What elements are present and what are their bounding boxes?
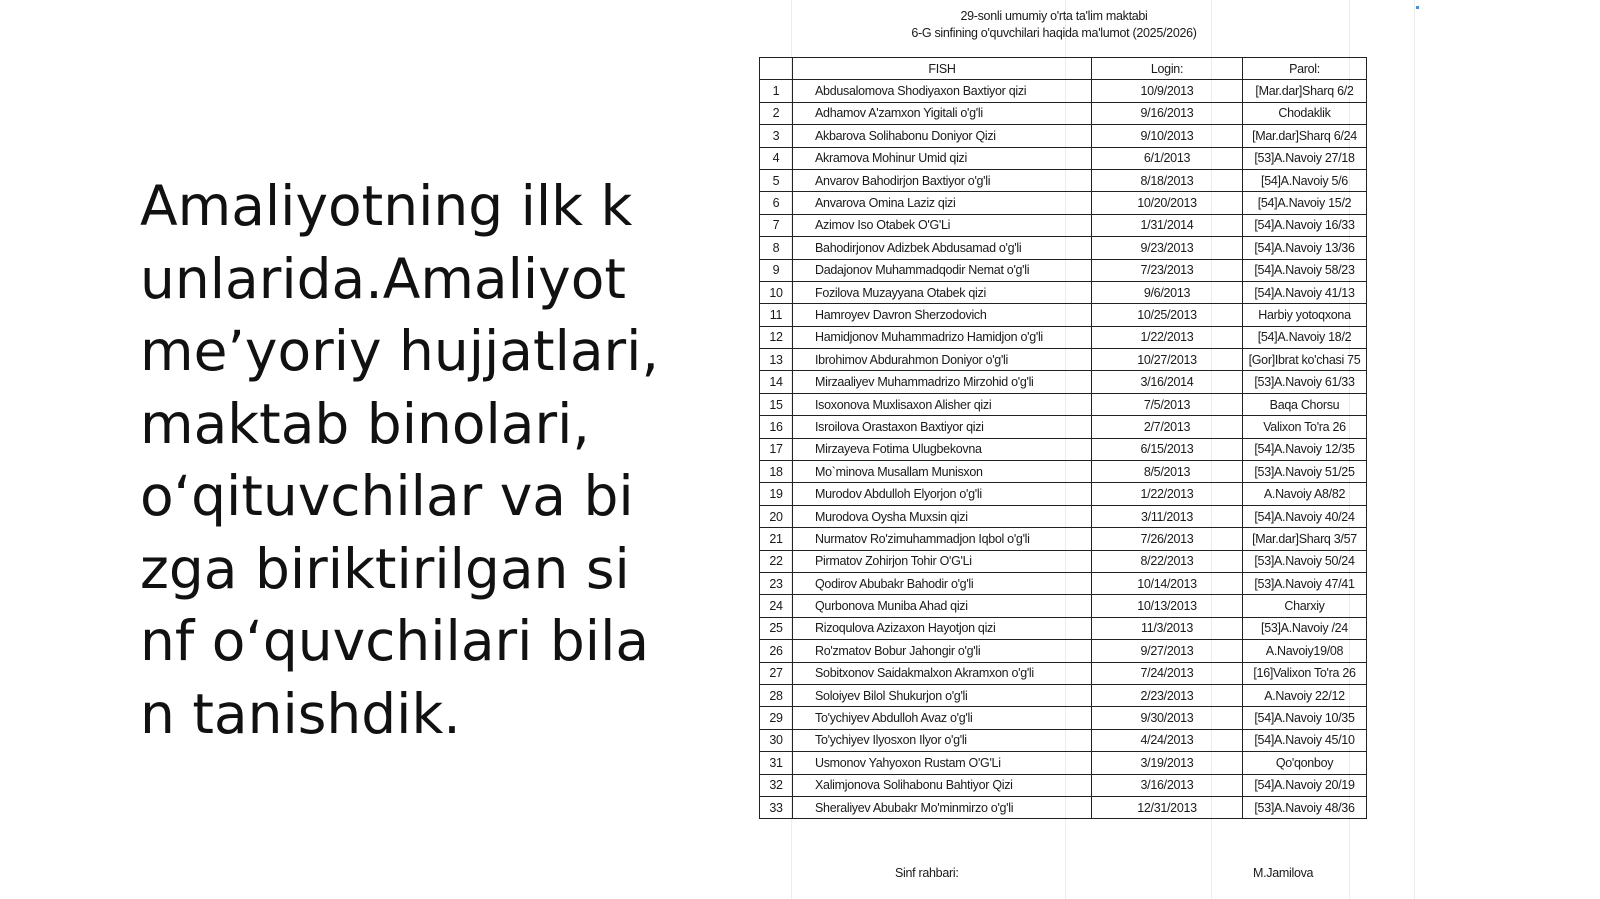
table-row (760, 617, 1367, 639)
header-password: Parol: (1243, 58, 1367, 80)
student-name: Sheraliyev Abubakr Mo'minmirzo o'g'li (793, 796, 1092, 818)
header-number (760, 58, 793, 80)
table-header-row (760, 58, 1367, 80)
row-number: 8 (760, 237, 793, 259)
student-name: Qurbonova Muniba Ahad qizi (793, 595, 1092, 617)
student-name: Ro'zmatov Bobur Jahongir o'g'li (793, 640, 1092, 662)
student-password: [54]A.Navoiy 12/35 (1243, 438, 1367, 460)
row-number: 15 (760, 393, 793, 415)
row-number: 31 (760, 752, 793, 774)
table-row (760, 662, 1367, 684)
class-roster-sheet (759, 0, 1419, 899)
row-number: 29 (760, 707, 793, 729)
row-number: 10 (760, 281, 793, 303)
table-row (760, 80, 1367, 102)
student-name: Isroilova Orastaxon Baxtiyor qizi (793, 416, 1092, 438)
row-number: 26 (760, 640, 793, 662)
student-login: 6/1/2013 (1092, 147, 1243, 169)
student-password: Baqa Chorsu (1243, 393, 1367, 415)
row-number: 18 (760, 461, 793, 483)
row-number: 23 (760, 572, 793, 594)
student-login: 8/22/2013 (1092, 550, 1243, 572)
row-number: 12 (760, 326, 793, 348)
student-login: 9/16/2013 (1092, 102, 1243, 124)
student-name: Mirzayeva Fotima Ulugbekovna (793, 438, 1092, 460)
student-name: Usmonov Yahyoxon Rustam O'G'Li (793, 752, 1092, 774)
student-login: 2/23/2013 (1092, 684, 1243, 706)
student-name: Mo`minova Musallam Munisxon (793, 461, 1092, 483)
row-number: 32 (760, 774, 793, 796)
student-name: Abdusalomova Shodiyaxon Baxtiyor qizi (793, 80, 1092, 102)
student-name: Murodov Abdulloh Elyorjon o'g'li (793, 483, 1092, 505)
student-login: 2/7/2013 (1092, 416, 1243, 438)
row-number: 7 (760, 214, 793, 236)
student-login: 9/10/2013 (1092, 125, 1243, 147)
student-login: 1/31/2014 (1092, 214, 1243, 236)
row-number: 3 (760, 125, 793, 147)
student-login: 1/22/2013 (1092, 326, 1243, 348)
student-login: 9/30/2013 (1092, 707, 1243, 729)
row-number: 6 (760, 192, 793, 214)
table-row (760, 192, 1367, 214)
student-password: [54]A.Navoiy 5/6 (1243, 169, 1367, 191)
student-password: [54]A.Navoiy 13/36 (1243, 237, 1367, 259)
student-login: 10/25/2013 (1092, 304, 1243, 326)
student-login: 7/24/2013 (1092, 662, 1243, 684)
student-name: Qodirov Abubakr Bahodir o'g'li (793, 572, 1092, 594)
student-name: Dadajonov Muhammadqodir Nemat o'g'li (793, 259, 1092, 281)
table-row (760, 147, 1367, 169)
table-row (760, 438, 1367, 460)
selection-marker (1416, 6, 1419, 9)
row-number: 16 (760, 416, 793, 438)
student-name: Nurmatov Ro'zimuhammadjon Iqbol o'g'li (793, 528, 1092, 550)
student-password: [Mar.dar]Sharq 6/2 (1243, 80, 1367, 102)
student-login: 8/18/2013 (1092, 169, 1243, 191)
student-login: 9/23/2013 (1092, 237, 1243, 259)
student-table-body (760, 80, 1367, 819)
student-password: [54]A.Navoiy 10/35 (1243, 707, 1367, 729)
student-name: Akramova Mohinur Umid qizi (793, 147, 1092, 169)
student-password: [16]Valixon To'ra 26 (1243, 662, 1367, 684)
student-login: 7/23/2013 (1092, 259, 1243, 281)
table-row (760, 326, 1367, 348)
table-row (760, 461, 1367, 483)
student-password: [54]A.Navoiy 20/19 (1243, 774, 1367, 796)
student-name: Isoxonova Muxlisaxon Alisher qizi (793, 393, 1092, 415)
student-login: 11/3/2013 (1092, 617, 1243, 639)
student-login: 3/16/2014 (1092, 371, 1243, 393)
table-row (760, 528, 1367, 550)
student-password: [53]A.Navoiy 50/24 (1243, 550, 1367, 572)
student-login: 6/15/2013 (1092, 438, 1243, 460)
table-row (760, 505, 1367, 527)
student-password: [Mar.dar]Sharq 6/24 (1243, 125, 1367, 147)
student-password: [54]A.Navoiy 45/10 (1243, 729, 1367, 751)
student-password: A.Navoiy19/08 (1243, 640, 1367, 662)
table-row (760, 550, 1367, 572)
student-name: Mirzaaliyev Muhammadrizo Mirzohid o'g'li (793, 371, 1092, 393)
student-login: 10/13/2013 (1092, 595, 1243, 617)
student-login: 3/11/2013 (1092, 505, 1243, 527)
student-login: 8/5/2013 (1092, 461, 1243, 483)
student-table (759, 57, 1367, 819)
table-row (760, 640, 1367, 662)
student-password: Valixon To'ra 26 (1243, 416, 1367, 438)
student-name: Akbarova Solihabonu Doniyor Qizi (793, 125, 1092, 147)
student-name: Anvarov Bahodirjon Baxtiyor o'g'li (793, 169, 1092, 191)
student-login: 1/22/2013 (1092, 483, 1243, 505)
student-name: Hamidjonov Muhammadrizo Hamidjon o'g'li (793, 326, 1092, 348)
row-number: 17 (760, 438, 793, 460)
row-number: 14 (760, 371, 793, 393)
student-password: [53]A.Navoiy 48/36 (1243, 796, 1367, 818)
table-row (760, 125, 1367, 147)
student-name: Ibrohimov Abdurahmon Doniyor o'g'li (793, 349, 1092, 371)
student-password: [54]A.Navoiy 15/2 (1243, 192, 1367, 214)
student-name: Hamroyev Davron Sherzodovich (793, 304, 1092, 326)
student-name: To'ychiyev Ilyosxon Ilyor o'g'li (793, 729, 1092, 751)
table-row (760, 214, 1367, 236)
student-password: [53]A.Navoiy 61/33 (1243, 371, 1367, 393)
student-name: Rizoqulova Azizaxon Hayotjon qizi (793, 617, 1092, 639)
row-number: 27 (760, 662, 793, 684)
student-password: Chodaklik (1243, 102, 1367, 124)
header-fish: FISH (793, 58, 1092, 80)
student-login: 3/16/2013 (1092, 774, 1243, 796)
student-login: 9/6/2013 (1092, 281, 1243, 303)
student-login: 10/14/2013 (1092, 572, 1243, 594)
student-name: Sobitxonov Saidakmalxon Akramxon o'g'li (793, 662, 1092, 684)
row-number: 24 (760, 595, 793, 617)
student-login: 10/27/2013 (1092, 349, 1243, 371)
student-name: Murodova Oysha Muxsin qizi (793, 505, 1092, 527)
table-row (760, 572, 1367, 594)
table-row (760, 796, 1367, 818)
student-password: [53]A.Navoiy 27/18 (1243, 147, 1367, 169)
student-name: Adhamov A'zamxon Yigitali o'g'li (793, 102, 1092, 124)
row-number: 30 (760, 729, 793, 751)
student-login: 7/5/2013 (1092, 393, 1243, 415)
student-password: Qo'qonboy (1243, 752, 1367, 774)
table-row (760, 169, 1367, 191)
row-number: 2 (760, 102, 793, 124)
student-login: 10/9/2013 (1092, 80, 1243, 102)
student-name: Pirmatov Zohirjon Tohir O'G'Li (793, 550, 1092, 572)
table-row (760, 371, 1367, 393)
table-row (760, 349, 1367, 371)
student-name: Bahodirjonov Adizbek Abdusamad o'g'li (793, 237, 1092, 259)
student-password: [54]A.Navoiy 58/23 (1243, 259, 1367, 281)
table-row (760, 259, 1367, 281)
row-number: 5 (760, 169, 793, 191)
table-row (760, 237, 1367, 259)
table-row (760, 729, 1367, 751)
document-subtitle: 6-G sinfining o'quvchilari haqida ma'lumot (2025/2026) (911, 26, 1197, 40)
row-number: 33 (760, 796, 793, 818)
row-number: 11 (760, 304, 793, 326)
table-row (760, 595, 1367, 617)
row-number: 22 (760, 550, 793, 572)
table-row (760, 304, 1367, 326)
student-password: [53]A.Navoiy 51/25 (1243, 461, 1367, 483)
document-title: 29-sonli umumiy o'rta ta'lim maktabi (960, 9, 1148, 23)
row-number: 21 (760, 528, 793, 550)
student-login: 3/19/2013 (1092, 752, 1243, 774)
row-number: 20 (760, 505, 793, 527)
student-login: 4/24/2013 (1092, 729, 1243, 751)
student-login: 9/27/2013 (1092, 640, 1243, 662)
header-login: Login: (1092, 58, 1243, 80)
student-name: Xalimjonova Solihabonu Bahtiyor Qizi (793, 774, 1092, 796)
student-login: 7/26/2013 (1092, 528, 1243, 550)
row-number: 1 (760, 80, 793, 102)
student-name: Soloiyev Bilol Shukurjon o'g'li (793, 684, 1092, 706)
table-row (760, 774, 1367, 796)
student-login: 12/31/2013 (1092, 796, 1243, 818)
slide-paragraph: Amaliyotning ilk kunlarida.Amaliyot me’yoriy hujjatlari,maktab binolari,o‘qituvchilar va bizga biriktirilgan sinf o‘quvchilari bilan tanishdik. (140, 174, 659, 746)
row-number: 19 (760, 483, 793, 505)
sheet-gridline (1414, 0, 1415, 899)
student-password: A.Navoiy A8/82 (1243, 483, 1367, 505)
class-teacher-label: Sinf rahbari: (895, 866, 959, 880)
student-password: [54]A.Navoiy 16/33 (1243, 214, 1367, 236)
row-number: 25 (760, 617, 793, 639)
student-password: Charxiy (1243, 595, 1367, 617)
row-number: 13 (760, 349, 793, 371)
student-password: [Gor]Ibrat ko'chasi 75 (1243, 349, 1367, 371)
student-password: [53]A.Navoiy 47/41 (1243, 572, 1367, 594)
table-row (760, 752, 1367, 774)
student-password: [54]A.Navoiy 18/2 (1243, 326, 1367, 348)
row-number: 9 (760, 259, 793, 281)
table-row (760, 684, 1367, 706)
student-password: Harbiy yotoqxona (1243, 304, 1367, 326)
student-name: Fozilova Muzayyana Otabek qizi (793, 281, 1092, 303)
student-name: To'ychiyev Abdulloh Avaz o'g'li (793, 707, 1092, 729)
table-row (760, 102, 1367, 124)
row-number: 4 (760, 147, 793, 169)
table-row (760, 707, 1367, 729)
student-password: A.Navoiy 22/12 (1243, 684, 1367, 706)
student-login: 10/20/2013 (1092, 192, 1243, 214)
class-teacher-name: M.Jamilova (1253, 866, 1314, 880)
student-name: Anvarova Omina Laziz qizi (793, 192, 1092, 214)
row-number: 28 (760, 684, 793, 706)
student-password: [54]A.Navoiy 41/13 (1243, 281, 1367, 303)
student-password: [53]A.Navoiy /24 (1243, 617, 1367, 639)
table-row (760, 281, 1367, 303)
student-password: [Mar.dar]Sharq 3/57 (1243, 528, 1367, 550)
table-row (760, 393, 1367, 415)
table-row (760, 483, 1367, 505)
student-name: Azimov Iso Otabek O'G'Li (793, 214, 1092, 236)
student-password: [54]A.Navoiy 40/24 (1243, 505, 1367, 527)
table-row (760, 416, 1367, 438)
